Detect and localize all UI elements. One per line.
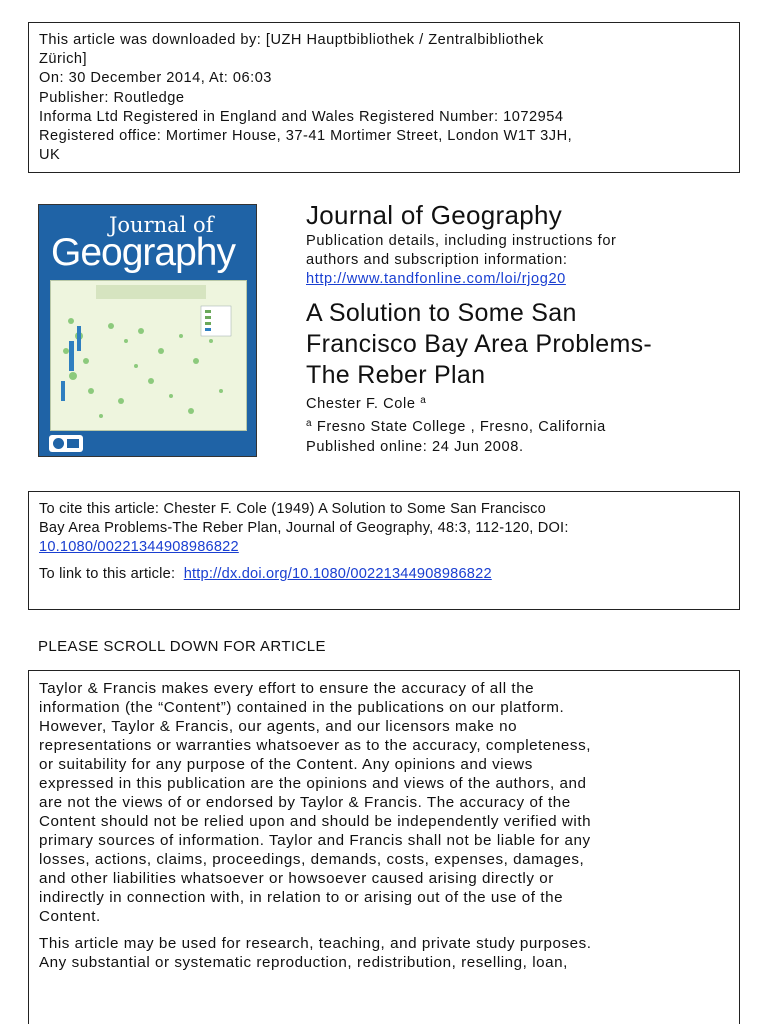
journal-title: Journal of Geography <box>306 200 563 230</box>
disclaimer-line: information (the “Content”) contained in the publications on our platform. <box>39 699 565 716</box>
disclaimer-box <box>28 670 740 1024</box>
cover-map-illustration <box>50 280 247 431</box>
article-doi-url-link[interactable]: http://dx.doi.org/10.1080/00221344908986822 <box>183 566 492 582</box>
publication-details-line: Publication details, including instructions for <box>306 233 617 249</box>
scroll-down-notice: PLEASE SCROLL DOWN FOR ARTICLE <box>38 638 326 655</box>
journal-url-link[interactable]: http://www.tandfonline.com/loi/rjog20 <box>306 271 566 287</box>
author-name: Chester F. Cole <box>306 396 416 412</box>
disclaimer-line: indirectly in connection with, in relation to or arising out of the use of the <box>39 889 564 906</box>
disclaimer-line: and other liabilities whatsoever or howsoever caused arising directly or <box>39 870 554 887</box>
disclaimer-line: This article may be used for research, teaching, and private study purposes. <box>39 935 592 952</box>
publication-details-line: authors and subscription information: <box>306 252 568 268</box>
disclaimer-line: Taylor & Francis makes every effort to ensure the accuracy of all the <box>39 680 535 697</box>
author-affiliation-marker: a <box>420 395 427 406</box>
disclaimer-line: However, Taylor & Francis, our agents, and our licensors make no <box>39 718 518 735</box>
disclaimer-line: expressed in this publication are the opinions and views of the authors, and <box>39 775 587 792</box>
citation-box <box>28 491 740 610</box>
download-line: This article was downloaded by: [UZH Hauptbibliothek / Zentralbibliothek <box>39 32 544 48</box>
disclaimer-line: Content should not be relied upon and should be independently verified with <box>39 813 592 830</box>
affiliation-line <box>306 418 606 435</box>
citation-line-2: Bay Area Problems-The Reber Plan, Journal of Geography, 48:3, 112-120, DOI: <box>39 520 569 536</box>
disclaimer-line: Content. <box>39 908 101 925</box>
disclaimer-line: or suitability for any purpose of the Content. Any opinions and views <box>39 756 533 773</box>
affiliation-marker: a <box>306 418 313 429</box>
download-notice-box <box>28 22 740 173</box>
citation-doi-link[interactable]: 10.1080/00221344908986822 <box>39 539 239 555</box>
citation-label: To cite this article: <box>39 501 160 517</box>
publisher-logo-icon <box>49 435 83 452</box>
cover-geography-text: Geography <box>51 231 235 274</box>
citation-line-1 <box>39 500 729 519</box>
download-line: On: 30 December 2014, At: 06:03 <box>39 70 272 87</box>
publication-details <box>306 232 617 289</box>
disclaimer-paragraph-2 <box>39 934 729 972</box>
article-title-line: A Solution to Some San <box>306 299 577 327</box>
affiliation-text: Fresno State College , Fresno, California <box>316 419 606 435</box>
logo-book-icon <box>67 439 79 448</box>
disclaimer-line: are not the views of or endorsed by Taylor & Francis. The accuracy of the <box>39 794 571 811</box>
article-title <box>306 298 652 391</box>
published-date: Published online: 24 Jun 2008. <box>306 439 524 455</box>
journal-cover-image <box>38 204 257 457</box>
disclaimer-line: Any substantial or systematic reproduction, redistribution, reselling, loan, <box>39 954 568 971</box>
article-link-line <box>39 565 729 584</box>
download-line: Informa Ltd Registered in England and Wales Registered Number: 1072954 <box>39 108 564 125</box>
cover-map-graphic <box>51 281 247 431</box>
cover-journal-of-text: Journal of <box>109 213 214 237</box>
download-line: Zürich] <box>39 51 88 68</box>
disclaimer-paragraph-1 <box>39 679 729 926</box>
disclaimer-line: primary sources of information. Taylor and Francis shall not be liable for any <box>39 832 591 849</box>
disclaimer-line: losses, actions, claims, proceedings, demands, costs, expenses, damages, <box>39 851 585 868</box>
download-line: UK <box>39 147 61 164</box>
download-line: Publisher: Routledge <box>39 89 185 106</box>
article-title-line: Francisco Bay Area Problems- <box>306 330 653 358</box>
article-link-label: To link to this article: <box>39 566 176 582</box>
author-line <box>306 395 426 412</box>
logo-circle-icon <box>53 438 64 449</box>
citation-text: Chester F. Cole (1949) A Solution to Some San Francisco <box>163 501 546 517</box>
download-line: Registered office: Mortimer House, 37-41 Mortimer Street, London W1T 3JH, <box>39 128 573 145</box>
article-title-line: The Reber Plan <box>306 361 486 389</box>
disclaimer-line: representations or warranties whatsoever as to the accuracy, completeness, <box>39 737 591 754</box>
